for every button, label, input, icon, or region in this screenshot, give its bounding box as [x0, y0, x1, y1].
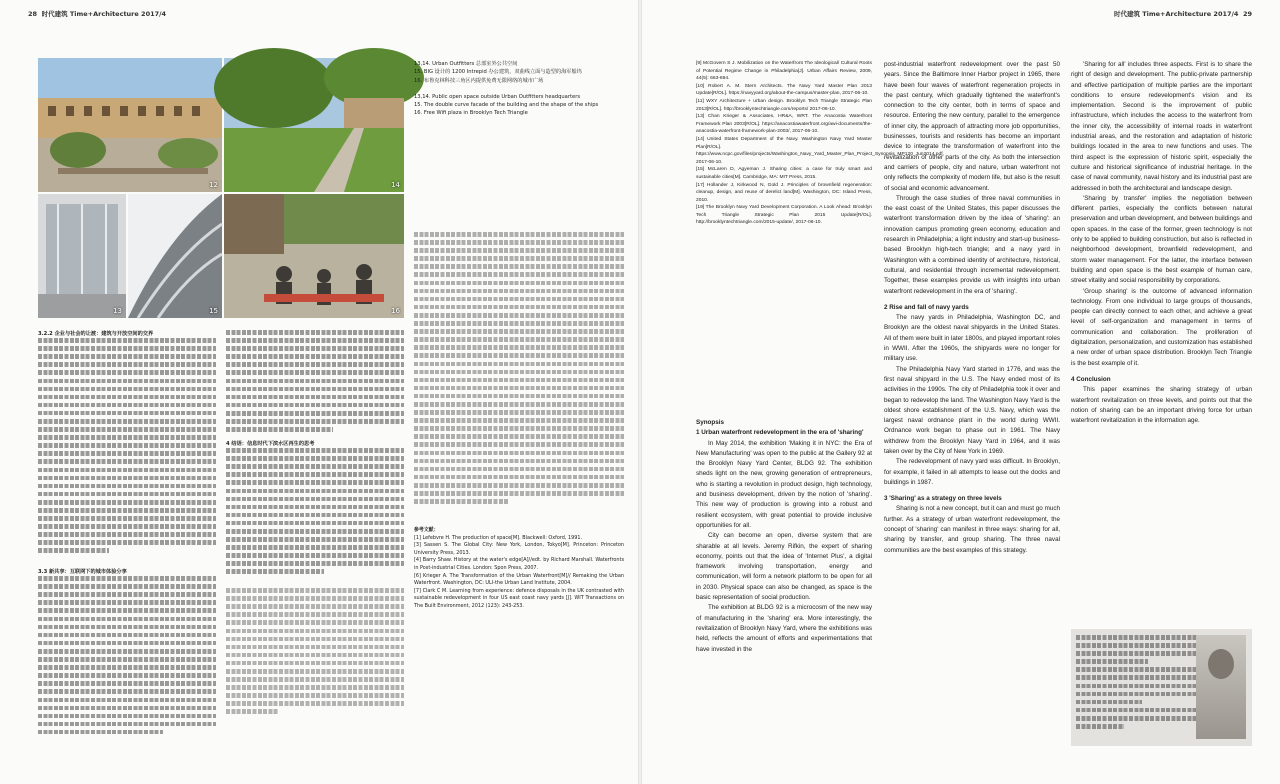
reference-item: [14] United States Department of the Navy. Washington Navy Yard Master Plan[R/OL]. https://www.ncpc.gov/files/projects/Washington_Navy_Yard_Master_Plan_Project_Synopsis_MP120_Jun2014.pdf, 2017-06-10. — [696, 136, 944, 165]
figure-number: 13 — [113, 307, 122, 315]
right-journal-name: 时代建筑 Time+Architecture 2017/4 — [1113, 10, 1239, 18]
figure-source-notes — [226, 588, 404, 728]
right-running-header — [1114, 9, 1252, 18]
chinese-body-text — [38, 576, 216, 746]
synopsis-heading: Synopsis — [696, 419, 724, 426]
english-column-2 — [884, 60, 1060, 760]
paragraph: 'Group sharing' is the outcome of advanced information technology. From one individual to large groups of thousands, people can directly connect to each other, and achieve a great level of self-organization and management in terms of communication and collaboration. The proliferation of digitalization, personalization, and customization has established a new order of urban space distribution. Brooklyn Tech Triangle is the best example of it. — [1071, 287, 1252, 367]
right-folio: 29 — [1242, 10, 1252, 18]
page-gutter — [638, 0, 642, 784]
left-running-header — [28, 9, 166, 18]
reference-item: [3] Sassen S. The Global City: New York, London, Tokyo[M]. Princeton: Princeton University Press, 2013. — [414, 542, 624, 556]
references-heading: 参考文献： — [414, 527, 439, 533]
section-heading: 3.3 新共享：互联网下的城市体验分享 — [38, 569, 127, 576]
reference-item: [9] McGovern S J. Mobilization on the Waterfront The Ideological/ Cultural Roots of Potential Regime Change in Philadelphia[J]. Urban Affairs Review, 2009, 44(5): 663-694. — [696, 61, 872, 82]
caption-line: 15. The double curve facade of the building and the shape of the ships — [414, 102, 599, 109]
caption-line: 16. 布鲁克林科技三角区内提供免费无限网络的城市广场 — [414, 77, 544, 84]
chinese-body-text — [38, 338, 216, 568]
chinese-body-text — [226, 330, 404, 440]
figure-number: 14 — [391, 181, 400, 189]
figure-13-photo — [38, 194, 126, 318]
author-bio-text — [1076, 635, 1196, 732]
paragraph: In May 2014, the exhibition 'Making it in NYC: the Era of New Manufacturing' was open to the public at the Gallery 92 at the Brooklyn Navy Yard Center, BLDG 92. The exhibition sheds light on the new, growing generation of entrepreneurs, who is starting a revolution in product design, high technology, and business development, driven by the notion of 'sharing'. This new way of production is growing into a robust and resilient ecosystem, with great potential to provide inclusive opportunities for all. — [696, 439, 872, 529]
section-heading: 3.2.2 企业与社会的让渡：建筑与开放空间的交界 — [38, 331, 154, 337]
paragraph: The exhibition at BLDG 92 is a microcosm of the new way of manufacturing in the 'sharing' era. More interestingly, the revitalization of Brooklyn Navy Yard, where the exhibitions was held, reflects the amount of efforts and experimentations that have invested in the — [696, 604, 872, 653]
curved-facade-illustration — [128, 194, 222, 318]
reference-item: [15] McLaren D, Agyeman J. Sharing cities: a case for truly smart and sustainable cities[M]. Cambridge, MA: MIT Press, 2015. — [696, 167, 872, 180]
body-column-1 — [38, 330, 216, 755]
figure-number: 12 — [209, 181, 218, 189]
figure-16-photo — [224, 194, 404, 318]
caption-line: 13,14. Urban Outfitters 总部室外公共空间 — [414, 61, 518, 67]
paragraph: The redevelopment of navy yard was difficult. In Brooklyn, for example, it failed in all attempts to lease out the docks and buildings in 1987. — [884, 458, 1060, 486]
reference-item: [6] Krieger A. The Transformation of the Urban Waterfront[M]// Remaking the Urban Waterfront. Washington, DC: ULI-the Urban Land Institute, 2004. — [414, 572, 624, 587]
building-courtyard-illustration — [38, 58, 222, 192]
paragraph: 'Sharing by transfer' implies the negotiation between different parties, especially the conflicts between natural preservation and urban development, and between buildings and open spaces. In the case of the former, green technology is not only to be applied to building construction, but also is reflected in neighborhood development, brownfield redevelopment, and storm water management. For the latter, the interface between building and open space is the best example of human care, street vitality and social responsibility by corporations. — [1071, 194, 1252, 285]
paragraph: The navy yards in Philadelphia, Washington DC, and Brooklyn are the oldest naval shipyards in the United States. All of them were built in later 1800s, and played important roles in WWII. After the 1960s, the shipyards were no longer for military use. — [884, 314, 1060, 363]
reference-item: [4] Barry Shaw. History at the water's edge[A]//edt. by Richard Marshall. Waterfronts in Post-industrial Cities. London: Spon Press, 2007. — [414, 557, 624, 571]
reference-item: [10] Robert A. M. Stern Architects. The Navy Yard Master Plan 2013 Update[R/OL]. https://navyyard.org/about-the-campus/master-plan, 2017-06-10. — [696, 83, 872, 97]
author-portrait — [1196, 635, 1246, 739]
green-lawn-illustration — [224, 58, 404, 192]
left-journal-name: 时代建筑 Time+Architecture 2017/4 — [41, 10, 167, 18]
figure-number: 15 — [209, 307, 218, 315]
section-heading: 4 结语：信息时代下滨水区再生的思考 — [226, 441, 315, 447]
section-heading: 1 Urban waterfront redevelopment in the era of 'sharing' — [696, 429, 864, 437]
figure-number: 16 — [391, 307, 400, 315]
synopsis-column — [696, 418, 872, 758]
paragraph: 'Sharing for all' includes three aspects. First is to share the right of design and development. The public-private partnership and effective participation of multiple parties are the important conditions to ensure redevelopment's vision and its implementation. Second is the improvement of public infrastructure, which includes the access to the waterfront from the inner city, the accessibility of internal roads in waterfront industrial areas, and the restoration and adaptation of historic buildings located in the area to new functions and uses. The third aspect is the expression of historic spirit, especially the culture and historical significance of industrial heritage. In the case of naval community, naval history and its industrial past are addressed in both the architectural and landscape design. — [1071, 61, 1252, 192]
reference-item: [11] WXY Architecture + urban design. Brooklyn Tech Triangle Strategic Plan 2013[R/OL]. http://brooklyntechtriangle.com/reports/ 2017-06-10. — [696, 98, 872, 112]
reference-item: [7] Clark C M. Learning from experience: defence disposals in the UK contrasted with sustainable redevelopment in four US east coast navy yards [J]. WIT Transactions on The Built Environment, 2012 (123): 243-253. — [414, 587, 624, 609]
reference-item: [17] Hollander J, Kirkwood N, Gold J. Principles of brownfield regeneration: cleanup, design, and reuse of derelict land[M]. Washington, DC: Island Press, 2010. — [696, 182, 872, 203]
left-folio: 28 — [28, 10, 38, 18]
body-column-2 — [226, 330, 404, 755]
reference-item: [13] Chan Krieger & Associates, HR&A, WRT. The Anacostia Waterfront Framework Plan 2003[R/OL]. https://anacostiawaterfront.org/awi-documents/the-anacostia-waterfront-framework-plan-2003/, 2017-06-10. — [696, 114, 872, 135]
section-heading: 2 Rise and fall of navy yards — [884, 303, 969, 311]
figure-15-photo — [128, 194, 222, 318]
paragraph: Sharing is not a new concept, but it can and must go much further. As a strategy of urban waterfront redevelopment, the concept of 'sharing' can manifest in three ways: sharing for all, sharing by transfer, and group sharing. The three naval communities are the best examples of this strategy. — [884, 505, 1060, 554]
paragraph: post-industrial waterfront redevelopment over the past 50 years. Since the Baltimore Inner Harbor project in 1965, there have been four waves of waterfront regeneration projects in the past century, which gradually tightened the waterfront's connection to the city center, both in terms of space and resource. Entering the new century, parallel to the emergence of inner city, the approach of attracting more job opportunities, businesses, tourists and residents has become an important device to integrate the transformation of waterfront into the revitalization of other parts of the city. As both the intersection and carriers of people, city and nature, urban waterfront not only reflects the complexity of modern life, but also is the result of social and economic advancement. — [884, 61, 1060, 192]
footnotes — [414, 232, 624, 527]
caption-line: 13,14. Public open space outside Urban Outfitters headquarters — [414, 93, 581, 100]
wifi-plaza-illustration — [224, 194, 404, 318]
section-heading: 4 Conclusion — [1071, 375, 1111, 383]
references-column — [414, 232, 624, 754]
paragraph: This paper examines the sharing strategy of urban waterfront revitalization on three levels, and points out that the notion of sharing can be an important driving force for urban waterfront revitalization in the information age. — [1071, 386, 1252, 425]
figure-captions — [414, 60, 624, 118]
caption-line: 16. Free Wifi plaza in Brooklyn Tech Triangle — [414, 110, 528, 117]
paragraph: The Philadelphia Navy Yard started in 1776, and was the first naval shipyard in the U.S. The Navy ended most of its activities in the 1990s. The city of Philadelphia took it over and began to redevelop the land. The Washington Navy Yard is the oldest shore establishment of the U.S. Navy, which was the largest naval ordnance plant in the world during WWII. Ordnance work began to phase out in 1961. The Navy withdrew from the Brooklyn Navy Yard in 1964, and it was taken over by the City of New York in 1969. — [884, 365, 1060, 455]
author-info-box — [1071, 629, 1252, 746]
english-column-3 — [1071, 60, 1252, 625]
glass-facade-illustration — [38, 194, 126, 318]
caption-line: 15. BIG 设计的 1200 Intrepid 办公建筑，双曲线立面与造型的海军船坞 — [414, 69, 582, 76]
paragraph: Through the case studies of three naval communities in the east coast of the United States, this paper discusses the waterfront transformation driven by the idea of 'sharing': an innovation campus promoting green economy, education and research in Philadelphia; a light industry and start-up business-based Brooklyn high-tech triangle; and a navy yard in Washington with a combined identity of architecture, historical, cultural, and residential through incremental redevelopment. Together, these examples provide us with insights into urban waterfront redevelopment in the era of 'sharing'. — [884, 194, 1060, 295]
chinese-body-text — [226, 448, 404, 588]
reference-item: [1] Lefebvre H. The production of space[M]. Blackwell: Oxford, 1991. — [414, 534, 583, 541]
reference-item: [19] The Brooklyn Navy Yard Development Corporation. A Look Ahead: Brooklyn Tech Triangle Strategic Plan 2015 Update[R/OL]. http://brooklyntechtriangle.com/2015-update/, 2017-06-10. — [696, 205, 872, 226]
paragraph: City can become an open, diverse system that are sharable at all levels. Jeremy Rifkin, the expert of sharing economy, points out that the idea of 'Internet Plus', a digital framework involving transportation, energy and communication, will form a network platform to be open for all in 2030. Physical space can also be changed, as space is the basic representation of social production. — [696, 532, 872, 602]
figure-14-photo — [224, 58, 404, 192]
figure-12-photo — [38, 58, 222, 192]
section-heading: 3 'Sharing' as a strategy on three levels — [884, 495, 1002, 503]
